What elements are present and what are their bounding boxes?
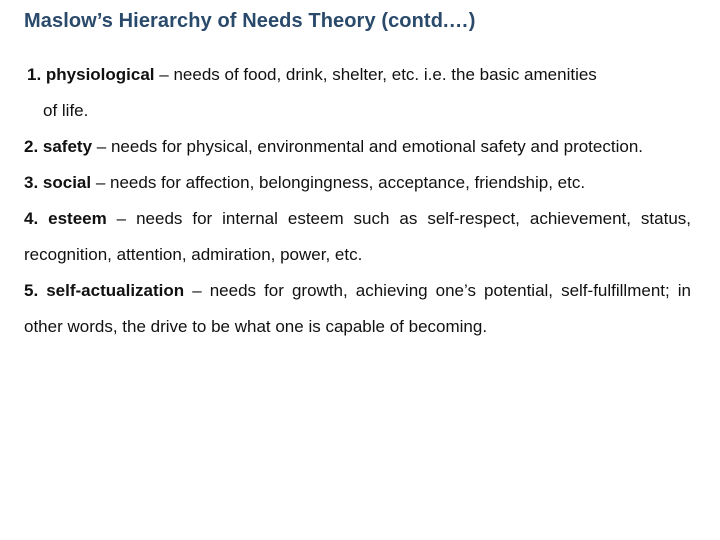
item-description: needs for affection, belongingness, acceptance, friendship, etc. (110, 173, 586, 192)
item-separator: – (91, 173, 111, 192)
item-term: 2. safety (24, 137, 93, 156)
item-separator: – (106, 209, 137, 228)
item-separator: – (154, 65, 174, 84)
item-description: needs for internal esteem such as self-respect, achievement, status, recognition, attention, admiration, power, etc. (24, 209, 691, 264)
list-item-social (24, 165, 691, 201)
item-separator: – (92, 137, 111, 156)
item-term: 4. esteem (24, 209, 107, 228)
list-item-physiological (24, 57, 691, 129)
list-item-safety (24, 129, 691, 165)
item-term: 5. self-actualization (24, 281, 185, 300)
item-description: needs of food, drink, shelter, etc. i.e. the basic amenities (173, 65, 597, 84)
needs-list (24, 57, 691, 345)
item-description-continued: of life. (43, 101, 89, 120)
item-description: needs for physical, environmental and emotional safety and protection. (110, 137, 643, 156)
slide-title: Maslow’s Hierarchy of Needs Theory (contd.…) (24, 10, 476, 32)
list-item-self-actualization (24, 273, 691, 345)
item-separator: – (184, 281, 210, 300)
item-term: 1. physiological (27, 65, 155, 84)
item-term: 3. social (24, 173, 92, 192)
item-description: needs for growth, achieving one’s potential, self-fulfillment; in other words, the drive to be what one is capable of becoming. (24, 281, 692, 336)
list-item-esteem (24, 201, 691, 273)
